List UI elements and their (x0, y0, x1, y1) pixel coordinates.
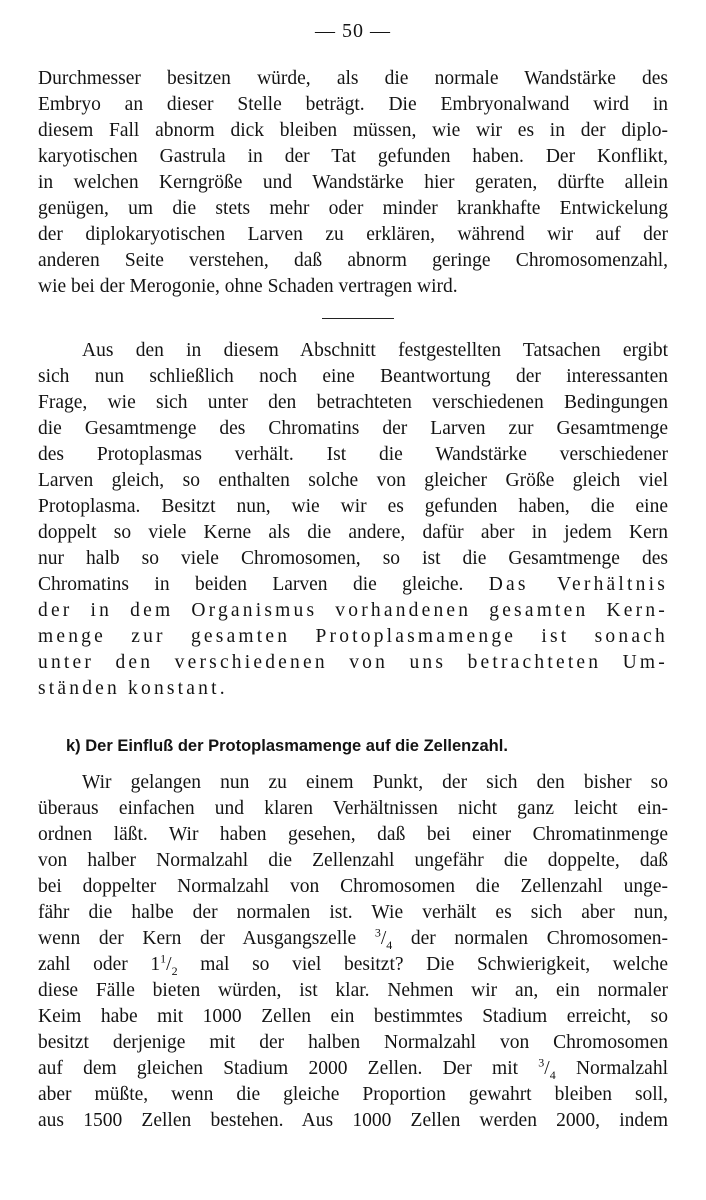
text-line (38, 572, 668, 598)
text-line: diesem Fall abnorm dick bleiben müssen, wie wir es in der diplo- (38, 120, 668, 141)
text-line: karyotischen Gastrula in der Tat gefunden haben. Der Konflikt, (38, 146, 668, 167)
paragraph-2 (38, 338, 668, 702)
paragraph-3 (38, 770, 668, 1134)
text-line: in welchen Kerngröße und Wandstärke hier geraten, dürfte allein (38, 172, 668, 193)
text-line: des Protoplasmas verhält. Ist die Wandstärke verschiedener (38, 444, 668, 465)
text-line: Larven gleich, so enthalten solche von gleicher Größe gleich viel (38, 470, 668, 491)
text-line: überaus einfachen und klaren Verhältnissen nicht ganz leicht ein- (38, 798, 668, 819)
emphasized-line: der in dem Organismus vorhandenen gesamten Kern- (38, 600, 668, 621)
text-fragment: der normalen Chromosomen- (410, 928, 669, 949)
text-line: Durchmesser besitzen würde, als die normale Wandstärke des (38, 68, 668, 89)
text-line: besitzt derjenige mit der halben Normalzahl von Chromosomen (38, 1032, 668, 1053)
text-line: Frage, wie sich unter den betrachteten verschiedenen Bedingungen (38, 392, 668, 413)
text-line: zahl oder $1^1/_2$ mal so viel besitzt? Die Schwierigkeit, welche (38, 951, 668, 978)
section-heading: k) Der Einfluß der Protoplasmamenge auf die Zellenzahl. (66, 737, 508, 755)
text-fragment: wenn der Kern der Ausgangszelle (38, 928, 357, 949)
paragraph-1 (38, 66, 668, 300)
text-line: Protoplasma. Besitzt nun, wie wir es gefunden haben, die eine (38, 496, 668, 517)
text-line: wie bei der Merogonie, ohne Schaden vertragen wird. (38, 276, 458, 297)
emphasized-text: Das Verhältnis (488, 574, 669, 595)
text-line: Wir gelangen nun zu einem Punkt, der sich den bisher so (82, 772, 668, 793)
text-line: Aus den in diesem Abschnitt festgestellten Tatsachen ergibt (82, 340, 668, 361)
fraction-numerator: 1 (160, 951, 167, 966)
text-line: von halber Normalzahl die Zellenzahl ungefähr die doppelte, daß (38, 850, 668, 871)
text-fragment: auf dem gleichen Stadium 2000 Zellen. Der mit (38, 1058, 519, 1079)
emphasized-line: unter den verschiedenen von uns betrachteten Um- (38, 652, 668, 673)
section-separator (322, 318, 394, 319)
text-line: fähr die halbe der normalen ist. Wie verhält es sich aber nun, (38, 902, 668, 923)
text-line: die Gesamtmenge des Chromatins der Larven zur Gesamtmenge (38, 418, 668, 439)
text-line: doppelt so viele Kerne als die andere, dafür aber in jedem Kern (38, 522, 668, 543)
emphasized-line: menge zur gesamten Protoplasmamenge ist sonach (38, 626, 668, 647)
text-line: diese Fälle bieten würden, ist klar. Nehmen wir an, ein normaler (38, 980, 668, 1001)
fraction-numerator: 3 (374, 925, 381, 940)
text-fragment: zahl oder 1 (38, 954, 161, 975)
text-line: Keim habe mit 1000 Zellen ein bestimmtes Stadium erreicht, so (38, 1006, 668, 1027)
text-line: der diplokaryotischen Larven zu erklären, während wir auf der (38, 224, 668, 245)
text-fragment: Normalzahl (575, 1058, 668, 1079)
fraction-numerator: 3 (538, 1055, 545, 1070)
text-line: genügen, um die stets mehr oder minder krankhafte Entwickelung (38, 198, 668, 219)
text-fragment: Chromatins in beiden Larven die gleiche. (38, 574, 464, 595)
fraction-denominator: 2 (171, 963, 178, 978)
text-line: bei doppelter Normalzahl von Chromosomen die Zellenzahl unge- (38, 876, 668, 897)
text-line: sich nun schließlich noch eine Beantwortung der interessanten (38, 366, 668, 387)
text-line: ordnen läßt. Wir haben gesehen, daß bei einer Chromatinmenge (38, 824, 668, 845)
text-line: Embryo an dieser Stelle beträgt. Die Embryonalwand wird in (38, 94, 668, 115)
emphasized-line: ständen konstant. (38, 678, 228, 699)
text-line: aus 1500 Zellen bestehen. Aus 1000 Zellen werden 2000, indem (38, 1110, 668, 1131)
text-line: auf dem gleichen Stadium 2000 Zellen. Der mit $^3/_4$ Normalzahl (38, 1055, 668, 1082)
fraction-denominator: 4 (386, 937, 393, 952)
text-fragment: mal so viel besitzt? Die Schwierigkeit, welche (200, 954, 668, 975)
fraction-denominator: 4 (549, 1067, 556, 1082)
text-line: anderen Seite verstehen, daß abnorm geringe Chromosomenzahl, (38, 250, 668, 271)
text-line: nur halb so viele Chromosomen, so ist die Gesamtmenge des (38, 548, 668, 569)
page-number: — 50 — (315, 20, 391, 42)
text-line: wenn der Kern der Ausgangszelle $^3/_4$ der normalen Chromosomen- (38, 925, 669, 952)
text-line: aber müßte, wenn die gleiche Proportion gewahrt bleiben soll, (38, 1084, 668, 1105)
